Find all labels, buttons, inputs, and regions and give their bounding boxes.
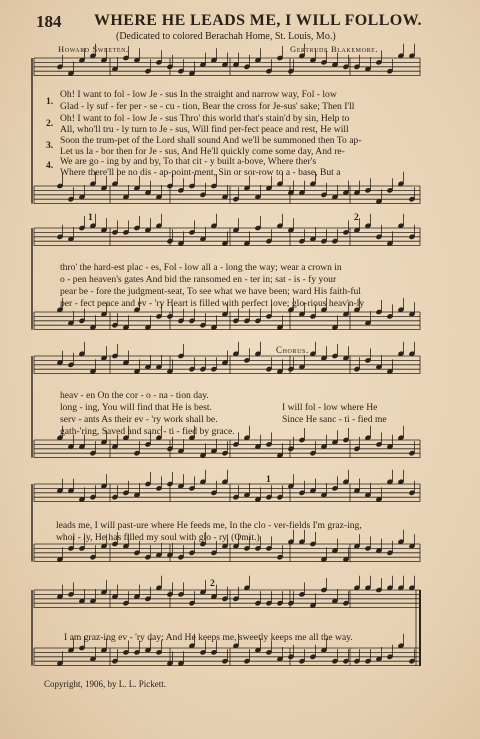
copyright-notice: Copyright, 1906, by L. L. Pickett. bbox=[44, 679, 166, 689]
lyric-line: leads me, I will past-ure where He feeds me, In the clo - ver-fields I'm graz-ing, bbox=[56, 520, 362, 531]
lyric-line: whol - ly, He has filled my soul with glo - ry, (Omit.) bbox=[56, 532, 260, 543]
verse-number: 2. bbox=[46, 118, 54, 129]
lyric-line: long - ing, You will find that He is best. bbox=[60, 402, 212, 413]
verse-number: 3. bbox=[46, 140, 54, 151]
lyric-line: Where there'll be no dis - ap-point-ment, Sin or sor-row to a - base, But a bbox=[60, 167, 341, 178]
lyric-line: pear be - fore the judgment-seat, To see what we have been; ward His faith-ful bbox=[60, 286, 361, 297]
lyric-line: Oh! I want to fol - low Je - sus In the straight and narrow way, Fol - low bbox=[60, 89, 337, 100]
verse-number: 1. bbox=[46, 96, 54, 107]
lyric-line: heav - en On the cor - o - na - tion day. bbox=[60, 390, 209, 401]
lyric-line: Let us la - bor then for Je - sus, And He'll quickly come some day, And re- bbox=[60, 146, 345, 157]
lyricist-credit: Gertrude Blakemore. bbox=[290, 44, 379, 54]
lyric-line: Oh! I want to fol - low Je - sus Thro' this world that's stain'd by sin, Help to bbox=[60, 113, 350, 124]
chorus-lyric: I will fol - low where He bbox=[282, 402, 378, 413]
lyric-line: per - fect peace and ev - 'ry Heart is filled with perfect love; glo-rious heav'n-ly bbox=[60, 298, 365, 309]
chorus-lyric: Since He sanc - ti - fied me bbox=[282, 414, 387, 425]
lyric-line: o - pen heaven's gates And bid the ransomed en - ter in; sat - is - fy your bbox=[60, 274, 337, 285]
ending-mark: 1 bbox=[88, 212, 93, 223]
chorus-label: Chorus. bbox=[276, 345, 309, 355]
lyric-line: thro' the hard-est plac - es, Fol - low all a - long the way; wear a crown in bbox=[60, 262, 342, 273]
lyric-line: Glad - ly suf - fer per - se - cu - tion, Bear the cross for Je-sus' sake; Then I'll bbox=[60, 101, 355, 112]
lyric-line: All, who'll tru - ly turn to Je - sus, Will find per-fect peace and rest, He will bbox=[60, 124, 349, 135]
composer-credit: Howard Sweeten. bbox=[58, 44, 129, 54]
lyric-line: I am graz-ing ev - 'ry day; And He keeps me, sweetly keeps me all the way. bbox=[64, 632, 353, 643]
ending-mark: 2 bbox=[210, 578, 215, 589]
lyric-line: gath-'ring, Saved and sanc - ti - fied by grace. bbox=[60, 426, 235, 437]
lyric-line: Soon the trum-pet of the Lord shall sound And we'll be summoned then To ap- bbox=[60, 135, 362, 146]
page-title: WHERE HE LEADS ME, I WILL FOLLOW. bbox=[94, 12, 422, 29]
lyric-line: We are go - ing by and by, To that cit - y built a-bove, Where ther's bbox=[60, 156, 317, 167]
ending-mark: 1 bbox=[266, 474, 271, 485]
dedication: (Dedicated to colored Berachah Home, St. Louis, Mo.) bbox=[116, 31, 336, 42]
verse-number: 4. bbox=[46, 160, 54, 171]
ending-mark: 2 bbox=[354, 212, 359, 223]
page-number: 184 bbox=[36, 12, 62, 31]
lyric-line: serv - ants As their ev - 'ry work shall be. bbox=[60, 414, 218, 425]
